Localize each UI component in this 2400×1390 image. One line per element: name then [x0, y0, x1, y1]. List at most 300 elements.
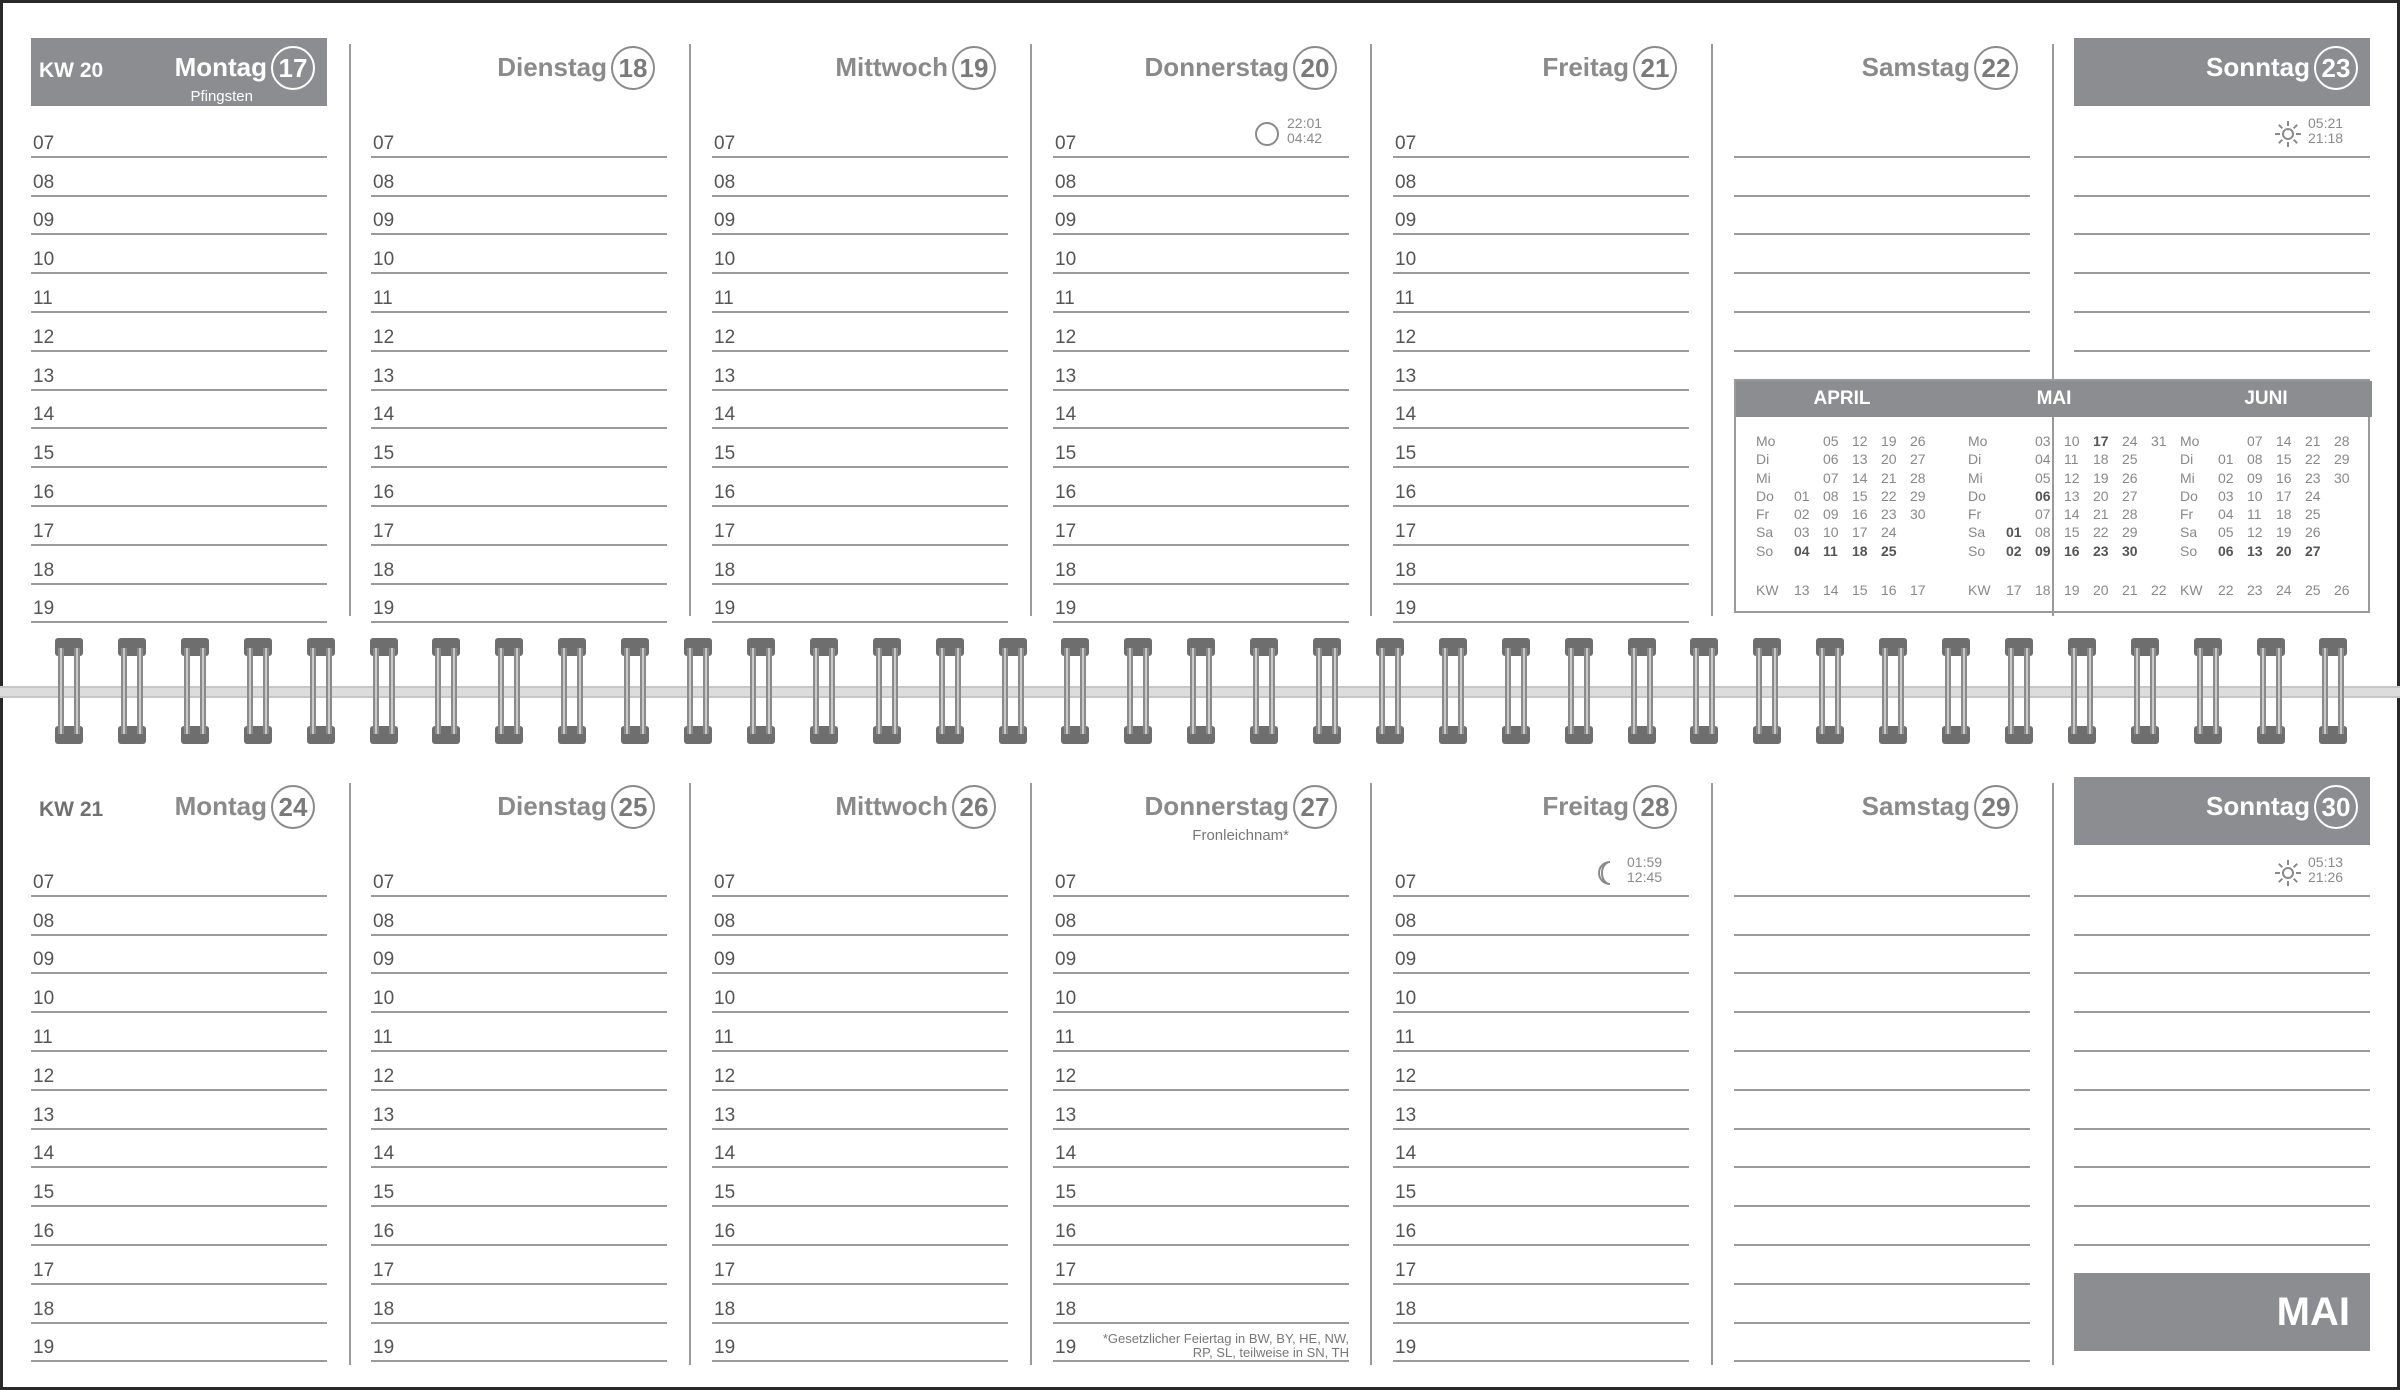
mini-day: 27	[2122, 487, 2138, 504]
mini-kw-row	[1756, 582, 1939, 598]
mini-month-grid	[1968, 433, 2180, 561]
hour-slot[interactable]	[1393, 585, 1689, 624]
hour-slot[interactable]	[712, 858, 1008, 897]
hour-slot[interactable]	[712, 1091, 1008, 1130]
hour-label: 11	[714, 287, 734, 309]
hour-lines	[371, 858, 667, 1362]
hour-slot[interactable]	[1393, 1013, 1689, 1052]
hour-slot[interactable]	[371, 197, 667, 236]
mini-day: 02	[2218, 469, 2234, 486]
day-number: 23	[2314, 46, 2358, 90]
hour-slot[interactable]	[371, 897, 667, 936]
hour-slot[interactable]	[712, 507, 1008, 546]
mini-day: 09	[2247, 469, 2263, 486]
blank-line[interactable]	[1734, 313, 2030, 352]
hour-label: 19	[714, 1337, 736, 1359]
blank-line[interactable]	[1734, 1091, 2030, 1130]
hour-label: 15	[1395, 443, 1417, 465]
hour-slot[interactable]	[31, 468, 327, 507]
blank-line[interactable]	[2074, 1091, 2370, 1130]
hour-slot[interactable]	[31, 313, 327, 352]
hour-label: 19	[1395, 1337, 1417, 1359]
mini-kw-number: 14	[1823, 582, 1839, 598]
hour-slot[interactable]	[1053, 274, 1349, 313]
hour-slot[interactable]	[31, 1324, 327, 1363]
mini-day: 01	[1794, 487, 1810, 504]
hour-slot[interactable]	[1053, 429, 1349, 468]
hour-slot[interactable]	[712, 274, 1008, 313]
mini-day: 28	[1910, 469, 1926, 486]
binding-ring	[1940, 634, 1972, 749]
mini-month-name: MAI	[1948, 381, 2160, 417]
day-name: Sonntag	[2206, 791, 2310, 821]
hour-slot[interactable]	[712, 1013, 1008, 1052]
time-rise: 05:21	[2308, 115, 2344, 131]
binding-ring	[997, 634, 1029, 749]
hour-slot[interactable]	[371, 274, 667, 313]
hour-label: 19	[373, 598, 395, 620]
weekday-label: So	[2180, 542, 2198, 559]
day-column-dienstag	[371, 777, 667, 1357]
hour-slot[interactable]	[31, 936, 327, 975]
blank-line[interactable]	[1734, 1013, 2030, 1052]
day-name: Dienstag	[497, 791, 607, 821]
day-number: 25	[611, 785, 655, 829]
day-header	[1734, 777, 2030, 845]
hour-slot[interactable]	[1393, 507, 1689, 546]
hour-label: 15	[1395, 1182, 1417, 1204]
hour-label: 09	[1055, 949, 1077, 971]
mini-week-row	[2180, 433, 2363, 451]
mini-day: 16	[2064, 542, 2080, 559]
hour-label: 15	[373, 443, 395, 465]
mini-day: 11	[2247, 506, 2262, 523]
hour-slot[interactable]	[371, 1246, 667, 1285]
blank-line[interactable]	[2074, 274, 2370, 313]
hour-slot[interactable]	[371, 1052, 667, 1091]
mini-day: 18	[2276, 506, 2292, 523]
hour-slot[interactable]	[371, 1130, 667, 1169]
day-header	[712, 777, 1008, 845]
hour-slot[interactable]	[31, 197, 327, 236]
hour-label: 07	[714, 871, 736, 893]
hour-label: 13	[1055, 365, 1077, 387]
binding-ring	[1437, 634, 1469, 749]
hour-slot[interactable]	[1053, 858, 1349, 897]
day-column-montag	[31, 38, 327, 618]
binding-ring	[1814, 634, 1846, 749]
binding-ring	[242, 634, 274, 749]
mini-day: 12	[1852, 433, 1868, 449]
hour-slot[interactable]	[712, 546, 1008, 585]
mini-kw-number: 20	[2093, 582, 2109, 598]
blank-line[interactable]	[1734, 974, 2030, 1013]
day-separator	[349, 44, 351, 616]
weekday-label: So	[1756, 542, 1774, 559]
hour-slot[interactable]	[1053, 352, 1349, 391]
blank-line[interactable]	[1734, 119, 2030, 158]
hour-label: 17	[33, 1259, 55, 1281]
mini-day: 07	[1823, 469, 1839, 486]
hour-slot[interactable]	[712, 1324, 1008, 1363]
mini-day: 16	[1852, 506, 1868, 523]
hour-label: 19	[373, 1337, 395, 1359]
binding-ring	[2317, 634, 2349, 749]
hour-label: 16	[1055, 1220, 1077, 1242]
hour-slot[interactable]	[1053, 1285, 1349, 1324]
blank-line[interactable]	[1734, 1130, 2030, 1169]
blank-line[interactable]	[1734, 1207, 2030, 1246]
sun-icon	[2274, 859, 2302, 887]
hour-slot[interactable]	[31, 1013, 327, 1052]
mini-day: 02	[1794, 506, 1810, 523]
hour-slot[interactable]	[31, 585, 327, 624]
hour-slot[interactable]	[31, 507, 327, 546]
mini-day: 10	[2064, 433, 2080, 449]
hour-slot[interactable]	[31, 235, 327, 274]
day-name: Donnerstag	[1144, 791, 1289, 821]
hour-slot[interactable]	[1393, 274, 1689, 313]
weekday-label: Sa	[1756, 524, 1774, 541]
mini-day: 25	[2122, 451, 2138, 468]
hour-slot[interactable]	[371, 546, 667, 585]
hour-slot[interactable]	[371, 391, 667, 430]
blank-line[interactable]	[2074, 974, 2370, 1013]
mini-week-row	[1968, 506, 2180, 524]
hour-slot[interactable]	[1393, 119, 1689, 158]
month-label: MAI	[2074, 1273, 2370, 1351]
hour-slot[interactable]	[371, 1207, 667, 1246]
hour-label: 09	[33, 210, 55, 232]
time-set: 04:42	[1287, 130, 1323, 146]
hour-label: 14	[33, 1143, 55, 1165]
hour-slot[interactable]	[371, 936, 667, 975]
hour-slot[interactable]	[712, 974, 1008, 1013]
hour-slot[interactable]	[1053, 1091, 1349, 1130]
hour-slot[interactable]	[1053, 1246, 1349, 1285]
mini-week-row	[1968, 470, 2180, 488]
hour-slot[interactable]	[371, 1013, 667, 1052]
hour-slot[interactable]	[1393, 897, 1689, 936]
mini-day: 05	[1823, 433, 1839, 449]
hour-slot[interactable]	[371, 235, 667, 274]
mini-day: 30	[2122, 542, 2138, 559]
hour-slot[interactable]	[371, 429, 667, 468]
hour-lines	[1053, 858, 1349, 1362]
hour-label: 10	[1055, 988, 1077, 1010]
hour-slot[interactable]	[1393, 1130, 1689, 1169]
hour-label: 11	[1055, 1026, 1075, 1048]
hour-slot[interactable]	[1393, 1091, 1689, 1130]
hour-label: 08	[1055, 171, 1077, 193]
hour-slot[interactable]	[1053, 936, 1349, 975]
mini-day: 29	[1910, 487, 1926, 504]
day-header	[1393, 777, 1689, 845]
mini-week-row	[1968, 543, 2180, 561]
hour-slot[interactable]	[712, 1285, 1008, 1324]
day-header	[1734, 38, 2030, 106]
hour-slot[interactable]	[712, 119, 1008, 158]
hour-slot[interactable]	[371, 119, 667, 158]
hour-slot[interactable]	[31, 974, 327, 1013]
hour-label: 16	[373, 1220, 395, 1242]
hour-slot[interactable]	[31, 391, 327, 430]
hour-slot[interactable]	[712, 429, 1008, 468]
hour-label: 18	[714, 559, 736, 581]
hour-slot[interactable]	[371, 313, 667, 352]
hour-slot[interactable]	[1053, 974, 1349, 1013]
blank-line[interactable]	[1734, 1168, 2030, 1207]
hour-slot[interactable]	[712, 197, 1008, 236]
hour-slot[interactable]	[1393, 391, 1689, 430]
hour-slot[interactable]	[31, 352, 327, 391]
hour-slot[interactable]	[31, 1052, 327, 1091]
mini-kw-number: 17	[1910, 582, 1926, 598]
hour-slot[interactable]	[712, 313, 1008, 352]
weekday-label: Fr	[2180, 506, 2194, 523]
weekday-label: Mo	[1968, 433, 1988, 449]
hour-slot[interactable]	[712, 936, 1008, 975]
day-column-donnerstag	[1053, 777, 1349, 1360]
hour-slot[interactable]	[31, 274, 327, 313]
hour-slot[interactable]	[1393, 235, 1689, 274]
day-number: 17	[271, 46, 315, 90]
blank-line[interactable]	[1734, 235, 2030, 274]
mini-day: 06	[2035, 487, 2051, 504]
hour-slot[interactable]	[1053, 585, 1349, 624]
hour-label: 12	[1395, 1065, 1417, 1087]
hour-slot[interactable]	[712, 585, 1008, 624]
hour-slot[interactable]	[1053, 1052, 1349, 1091]
binding-ring	[619, 634, 651, 749]
hour-slot[interactable]	[31, 429, 327, 468]
mini-day: 03	[2218, 487, 2234, 504]
mini-day: 22	[1881, 487, 1897, 504]
day-separator	[1370, 783, 1372, 1365]
binding-ring	[2003, 634, 2035, 749]
hour-label: 18	[33, 1298, 55, 1320]
hour-slot[interactable]	[31, 1168, 327, 1207]
hour-slot[interactable]	[371, 1285, 667, 1324]
hour-label: 16	[373, 481, 395, 503]
blank-line[interactable]	[1734, 1052, 2030, 1091]
hour-label: 10	[714, 249, 736, 271]
hour-slot[interactable]	[1053, 1207, 1349, 1246]
hour-slot[interactable]	[712, 1052, 1008, 1091]
hour-slot[interactable]	[1053, 1168, 1349, 1207]
hour-slot[interactable]	[712, 468, 1008, 507]
hour-slot[interactable]	[1393, 468, 1689, 507]
hour-slot[interactable]	[712, 1246, 1008, 1285]
hour-slot[interactable]	[712, 352, 1008, 391]
hour-slot[interactable]	[31, 1207, 327, 1246]
hour-label: 13	[373, 1104, 395, 1126]
blank-line[interactable]	[2074, 1013, 2370, 1052]
hour-slot[interactable]	[1393, 429, 1689, 468]
weekday-label: Di	[2180, 451, 2194, 468]
day-name: Donnerstag	[1144, 52, 1289, 82]
hour-slot[interactable]	[712, 1130, 1008, 1169]
hour-slot[interactable]	[371, 585, 667, 624]
mini-day: 16	[2276, 469, 2292, 486]
day-number: 20	[1293, 46, 1337, 90]
blank-line[interactable]	[1734, 1246, 2030, 1285]
hour-slot[interactable]	[712, 897, 1008, 936]
mini-day: 08	[2247, 451, 2263, 468]
hour-label: 17	[1395, 1259, 1417, 1281]
hour-slot[interactable]	[371, 507, 667, 546]
mini-day: 03	[2035, 433, 2051, 449]
hour-slot[interactable]	[1053, 1130, 1349, 1169]
day-number: 22	[1974, 46, 2018, 90]
hour-slot[interactable]	[1393, 546, 1689, 585]
blank-line[interactable]	[2074, 235, 2370, 274]
hour-slot[interactable]	[1393, 313, 1689, 352]
hour-slot[interactable]	[1053, 468, 1349, 507]
blank-line[interactable]	[1734, 197, 2030, 236]
mini-week-row	[2180, 470, 2363, 488]
hour-label: 11	[373, 287, 393, 309]
hour-label: 13	[1395, 1104, 1417, 1126]
hour-label: 12	[1055, 326, 1077, 348]
crescent-moon-icon	[1593, 859, 1621, 887]
hour-slot[interactable]	[1393, 1246, 1689, 1285]
hour-slot[interactable]	[1393, 352, 1689, 391]
hour-slot[interactable]	[1393, 197, 1689, 236]
hour-slot[interactable]	[712, 1207, 1008, 1246]
blank-line[interactable]	[2074, 1130, 2370, 1169]
mini-day: 10	[1823, 524, 1839, 541]
hour-slot[interactable]	[371, 858, 667, 897]
hour-slot[interactable]	[1393, 936, 1689, 975]
blank-line[interactable]	[2074, 897, 2370, 936]
weekday-label: Mo	[2180, 433, 2200, 449]
mini-day: 06	[1823, 451, 1839, 468]
blank-line[interactable]	[1734, 158, 2030, 197]
hour-slot[interactable]	[31, 1246, 327, 1285]
hour-slot[interactable]	[371, 158, 667, 197]
hour-slot[interactable]	[1053, 546, 1349, 585]
hour-label: 14	[714, 1143, 736, 1165]
hour-slot[interactable]	[1053, 897, 1349, 936]
hour-slot[interactable]	[371, 468, 667, 507]
hour-label: 08	[1055, 910, 1077, 932]
day-name: Mittwoch	[835, 791, 948, 821]
mini-day: 23	[1881, 506, 1897, 523]
day-number: 30	[2314, 785, 2358, 829]
day-name: Montag	[174, 52, 267, 82]
binding-ring	[2255, 634, 2287, 749]
mini-week-row	[2180, 543, 2363, 561]
day-separator	[689, 44, 691, 616]
hour-slot[interactable]	[31, 1285, 327, 1324]
weekday-label: Mi	[1756, 469, 1771, 486]
weekday-label: Fr	[1968, 506, 1982, 523]
hour-slot[interactable]	[371, 1324, 667, 1363]
hour-slot[interactable]	[31, 119, 327, 158]
mini-day: 26	[1910, 433, 1926, 449]
hour-label: 10	[33, 249, 55, 271]
hour-slot[interactable]	[31, 158, 327, 197]
hour-slot[interactable]	[712, 235, 1008, 274]
hour-slot[interactable]	[1393, 1324, 1689, 1363]
hour-slot[interactable]	[31, 858, 327, 897]
blank-line[interactable]	[2074, 936, 2370, 975]
blank-line[interactable]	[2074, 1168, 2370, 1207]
hour-label: 11	[33, 1026, 53, 1048]
weekday-label: Do	[1756, 487, 1774, 504]
hour-label: 16	[1395, 481, 1417, 503]
blank-line[interactable]	[1734, 274, 2030, 313]
hour-slot[interactable]	[1053, 313, 1349, 352]
hour-slot[interactable]	[1053, 507, 1349, 546]
blank-line[interactable]	[1734, 936, 2030, 975]
hour-slot[interactable]	[1393, 974, 1689, 1013]
hour-slot[interactable]	[371, 1091, 667, 1130]
blank-line[interactable]	[2074, 313, 2370, 352]
hour-slot[interactable]	[31, 546, 327, 585]
time-set: 21:26	[2308, 869, 2344, 885]
hour-slot[interactable]	[1053, 158, 1349, 197]
hour-label: 18	[373, 559, 395, 581]
mini-day: 08	[1823, 487, 1839, 504]
hour-slot[interactable]	[1393, 1168, 1689, 1207]
blank-line[interactable]	[1734, 1324, 2030, 1363]
blank-line[interactable]	[2074, 1052, 2370, 1091]
blank-line[interactable]	[2074, 158, 2370, 197]
hour-label: 14	[373, 1143, 395, 1165]
mini-day: 13	[1852, 451, 1868, 468]
hour-slot[interactable]	[31, 1091, 327, 1130]
mini-kw-number: 15	[1852, 582, 1868, 598]
hour-slot[interactable]	[31, 1130, 327, 1169]
blank-line[interactable]	[1734, 858, 2030, 897]
hour-slot[interactable]	[371, 352, 667, 391]
binding-ring	[305, 634, 337, 749]
hour-slot[interactable]	[1053, 391, 1349, 430]
hour-slot[interactable]	[1053, 235, 1349, 274]
blank-line[interactable]	[2074, 1207, 2370, 1246]
mini-day: 12	[2064, 469, 2080, 486]
hour-label: 16	[33, 481, 55, 503]
hour-label: 09	[714, 949, 736, 971]
mini-day: 11	[1823, 542, 1838, 559]
mini-week-row	[1968, 488, 2180, 506]
hour-slot[interactable]	[712, 391, 1008, 430]
hour-slot[interactable]	[1393, 1052, 1689, 1091]
blank-line[interactable]	[2074, 197, 2370, 236]
hour-lines	[712, 119, 1008, 623]
weekday-label: Do	[2180, 487, 2198, 504]
hour-slot[interactable]	[712, 1168, 1008, 1207]
hour-slot[interactable]	[1393, 158, 1689, 197]
blank-line[interactable]	[1734, 897, 2030, 936]
hour-slot[interactable]	[371, 1168, 667, 1207]
hour-label: 15	[714, 1182, 736, 1204]
hour-slot[interactable]	[371, 974, 667, 1013]
hour-slot[interactable]	[1053, 1013, 1349, 1052]
mini-day: 09	[2035, 542, 2051, 559]
hour-slot[interactable]	[1393, 1285, 1689, 1324]
hour-slot[interactable]	[712, 158, 1008, 197]
blank-line[interactable]	[1734, 1285, 2030, 1324]
day-name: Freitag	[1542, 791, 1629, 821]
hour-slot[interactable]	[31, 897, 327, 936]
hour-label: 12	[373, 1065, 395, 1087]
hour-slot[interactable]	[1393, 1207, 1689, 1246]
day-header	[31, 777, 327, 845]
hour-slot[interactable]	[1053, 197, 1349, 236]
